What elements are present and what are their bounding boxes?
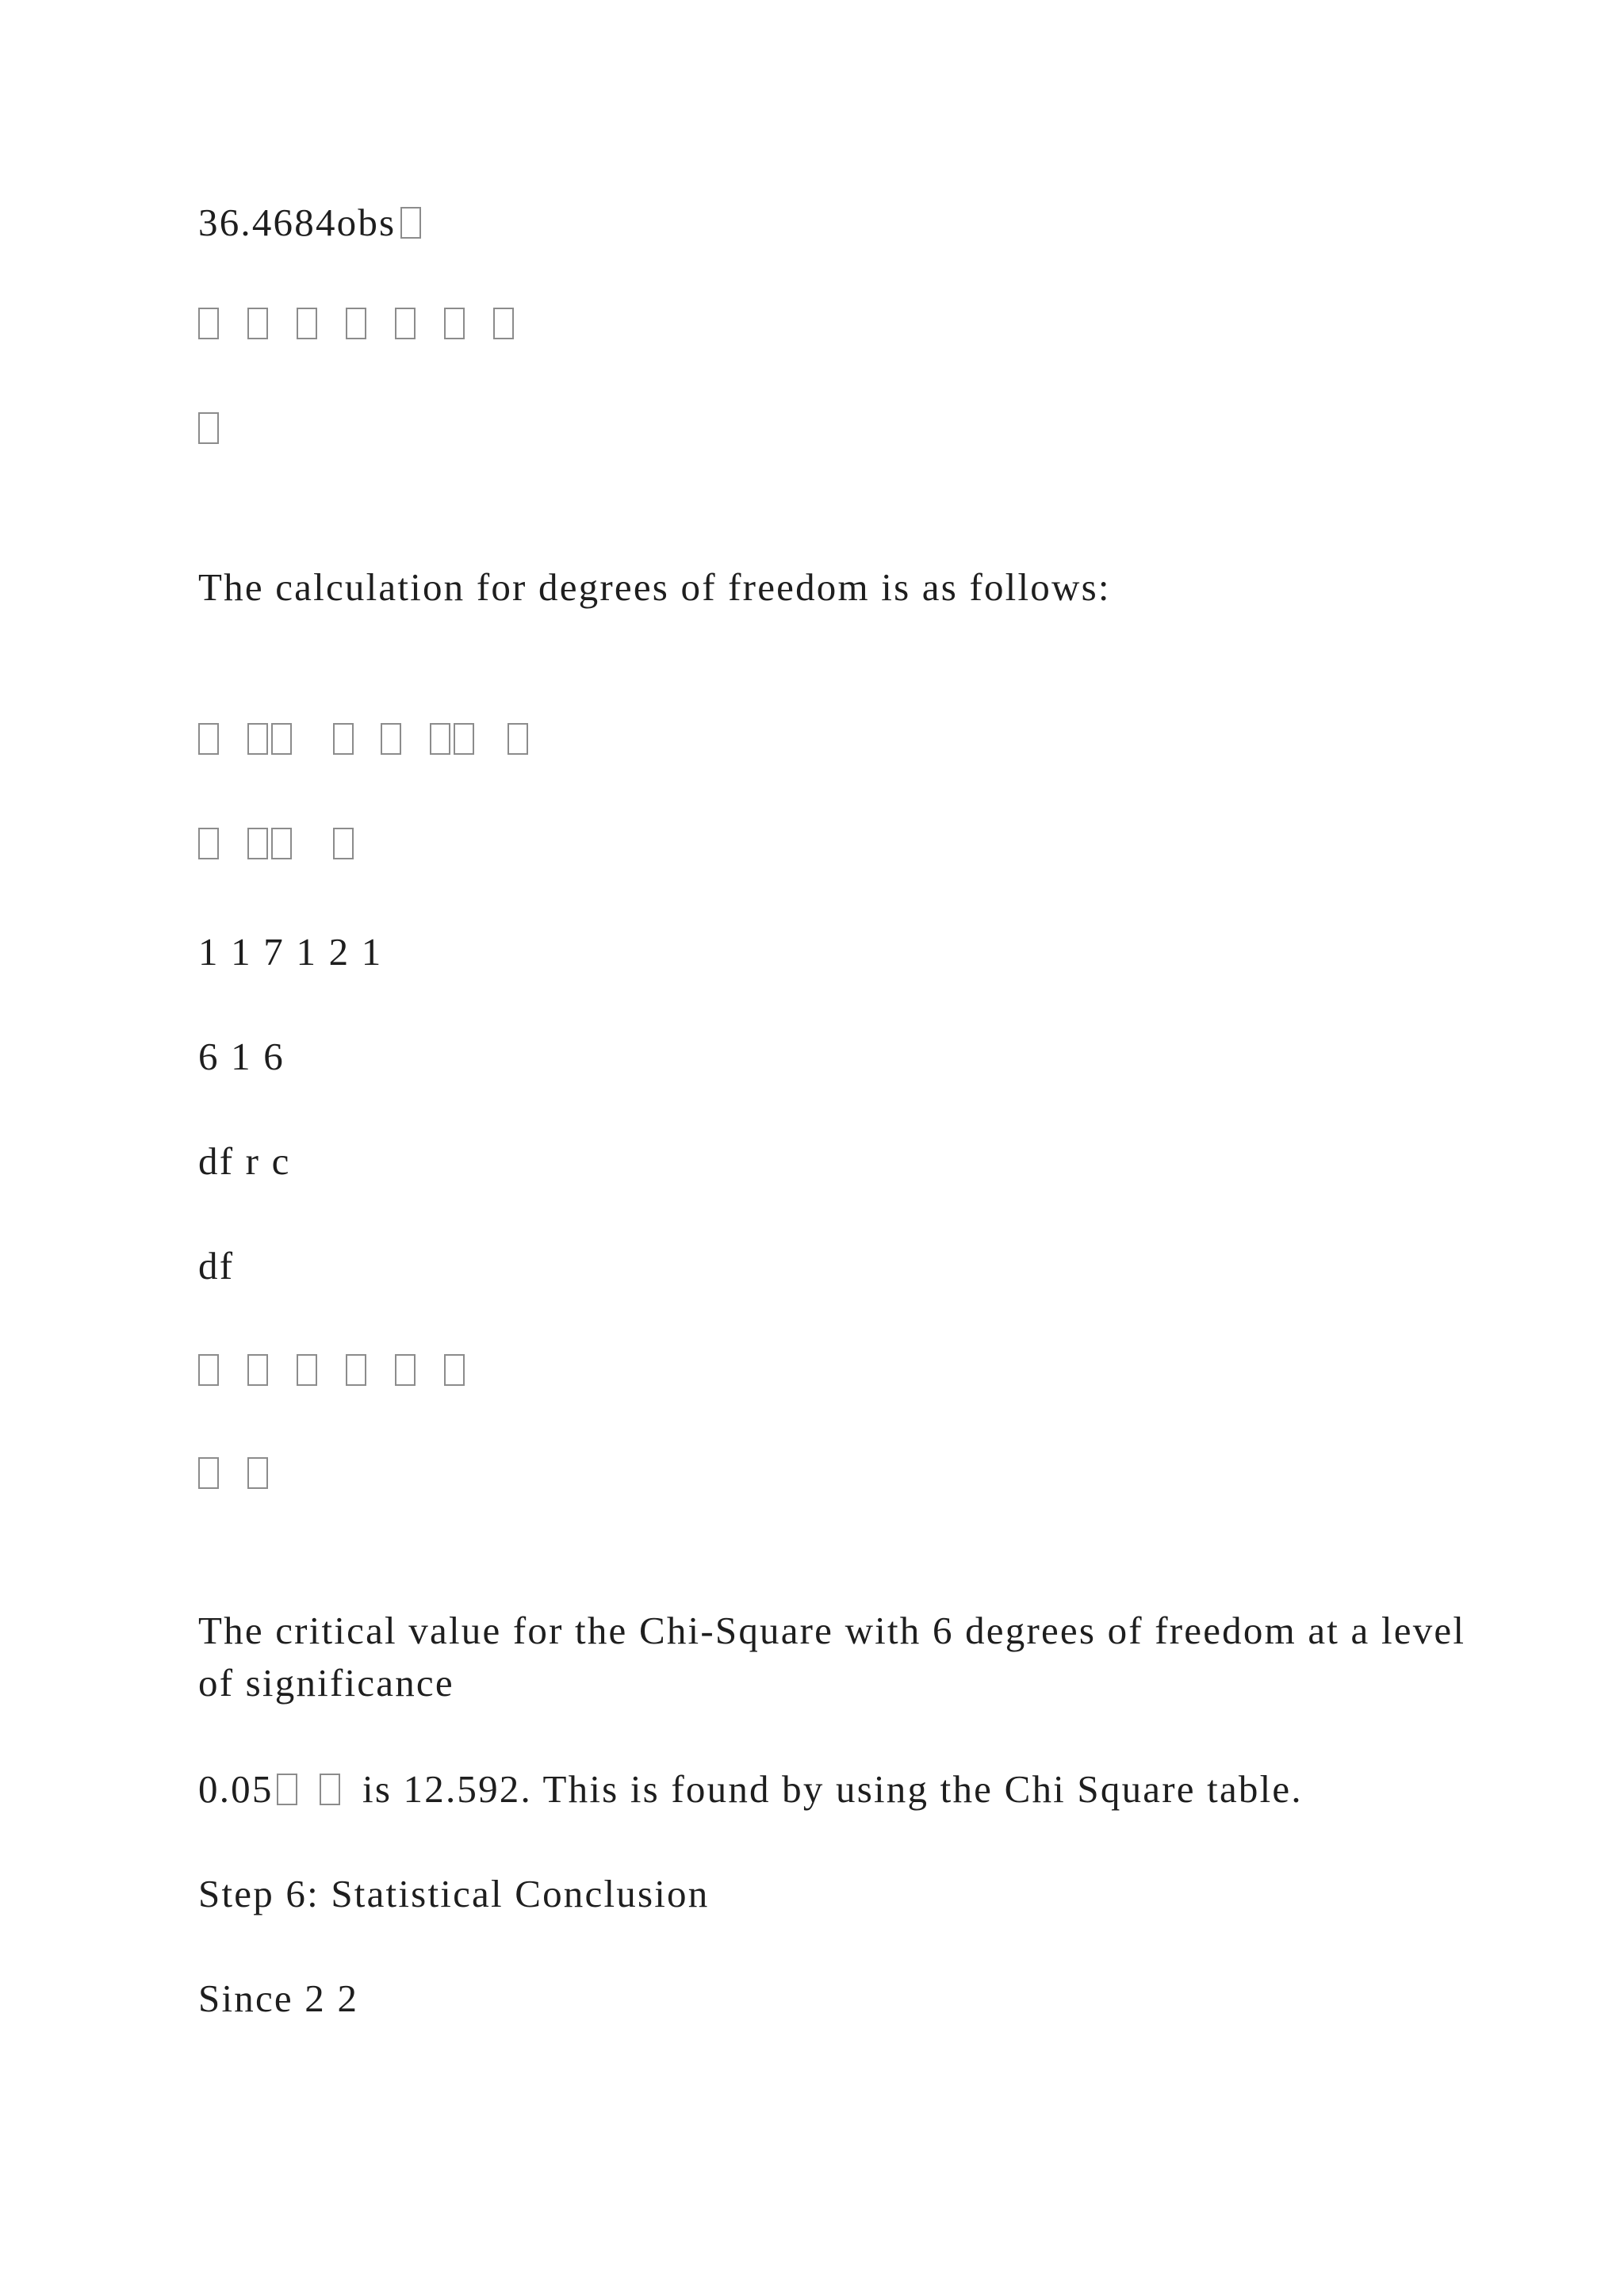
alpha-value: 0.05 [198, 1767, 274, 1811]
missing-glyph-icon [198, 308, 219, 339]
step-heading: Step 6: Statistical Conclusion [198, 1872, 710, 1915]
missing-glyph-icon [297, 308, 317, 339]
missing-glyph-icon [430, 723, 450, 755]
missing-glyph-icon [198, 412, 219, 444]
df-intro-line: The calculation for degrees of freedom is as follows: [198, 565, 1111, 609]
missing-glyph-icon [271, 828, 292, 859]
numbers-line-b: 6 1 6 [198, 1035, 285, 1078]
missing-glyph-icon [277, 1774, 297, 1805]
missing-glyph-icon [198, 723, 219, 755]
chi-square-value-line [198, 197, 421, 249]
missing-glyph-icon [198, 1354, 219, 1386]
missing-glyph-icon [381, 723, 401, 755]
alpha-line [198, 1763, 1303, 1816]
missing-glyph-icon [346, 308, 366, 339]
missing-glyph-icon [247, 308, 268, 339]
since-line: Since 2 2 [198, 1976, 359, 2020]
df-line: df [198, 1244, 235, 1288]
alpha-rest-text: is 12.592. This is found by using the Chi Square table. [350, 1767, 1303, 1811]
missing-glyph-icon [400, 207, 421, 239]
missing-glyph-icon [444, 1354, 465, 1386]
missing-glyph-icon [508, 723, 528, 755]
numbers-line-a: 1 1 7 1 2 1 [198, 930, 383, 974]
missing-glyph-icon [444, 308, 465, 339]
missing-glyph-icon [454, 723, 474, 755]
missing-glyph-icon [247, 828, 268, 859]
missing-glyph-icon [198, 828, 219, 859]
missing-glyph-icon [247, 1354, 268, 1386]
missing-glyph-icon [198, 1457, 219, 1489]
missing-glyph-icon [247, 723, 268, 755]
df-formula-line: df r c [198, 1139, 291, 1183]
missing-glyph-icon [297, 1354, 317, 1386]
missing-glyph-icon [333, 828, 354, 859]
missing-glyph-icon [346, 1354, 366, 1386]
missing-glyph-icon [493, 308, 514, 339]
missing-glyph-icon [395, 308, 416, 339]
chi-square-value-text: 36.4684obs [198, 201, 396, 244]
missing-glyph-icon [247, 1457, 268, 1489]
missing-glyph-icon [320, 1774, 340, 1805]
missing-glyph-icon [333, 723, 354, 755]
missing-glyph-icon [271, 723, 292, 755]
critical-value-paragraph: The critical value for the Chi-Square with 6 degrees of freedom at a level of significance [198, 1609, 1466, 1705]
missing-glyph-icon [395, 1354, 416, 1386]
